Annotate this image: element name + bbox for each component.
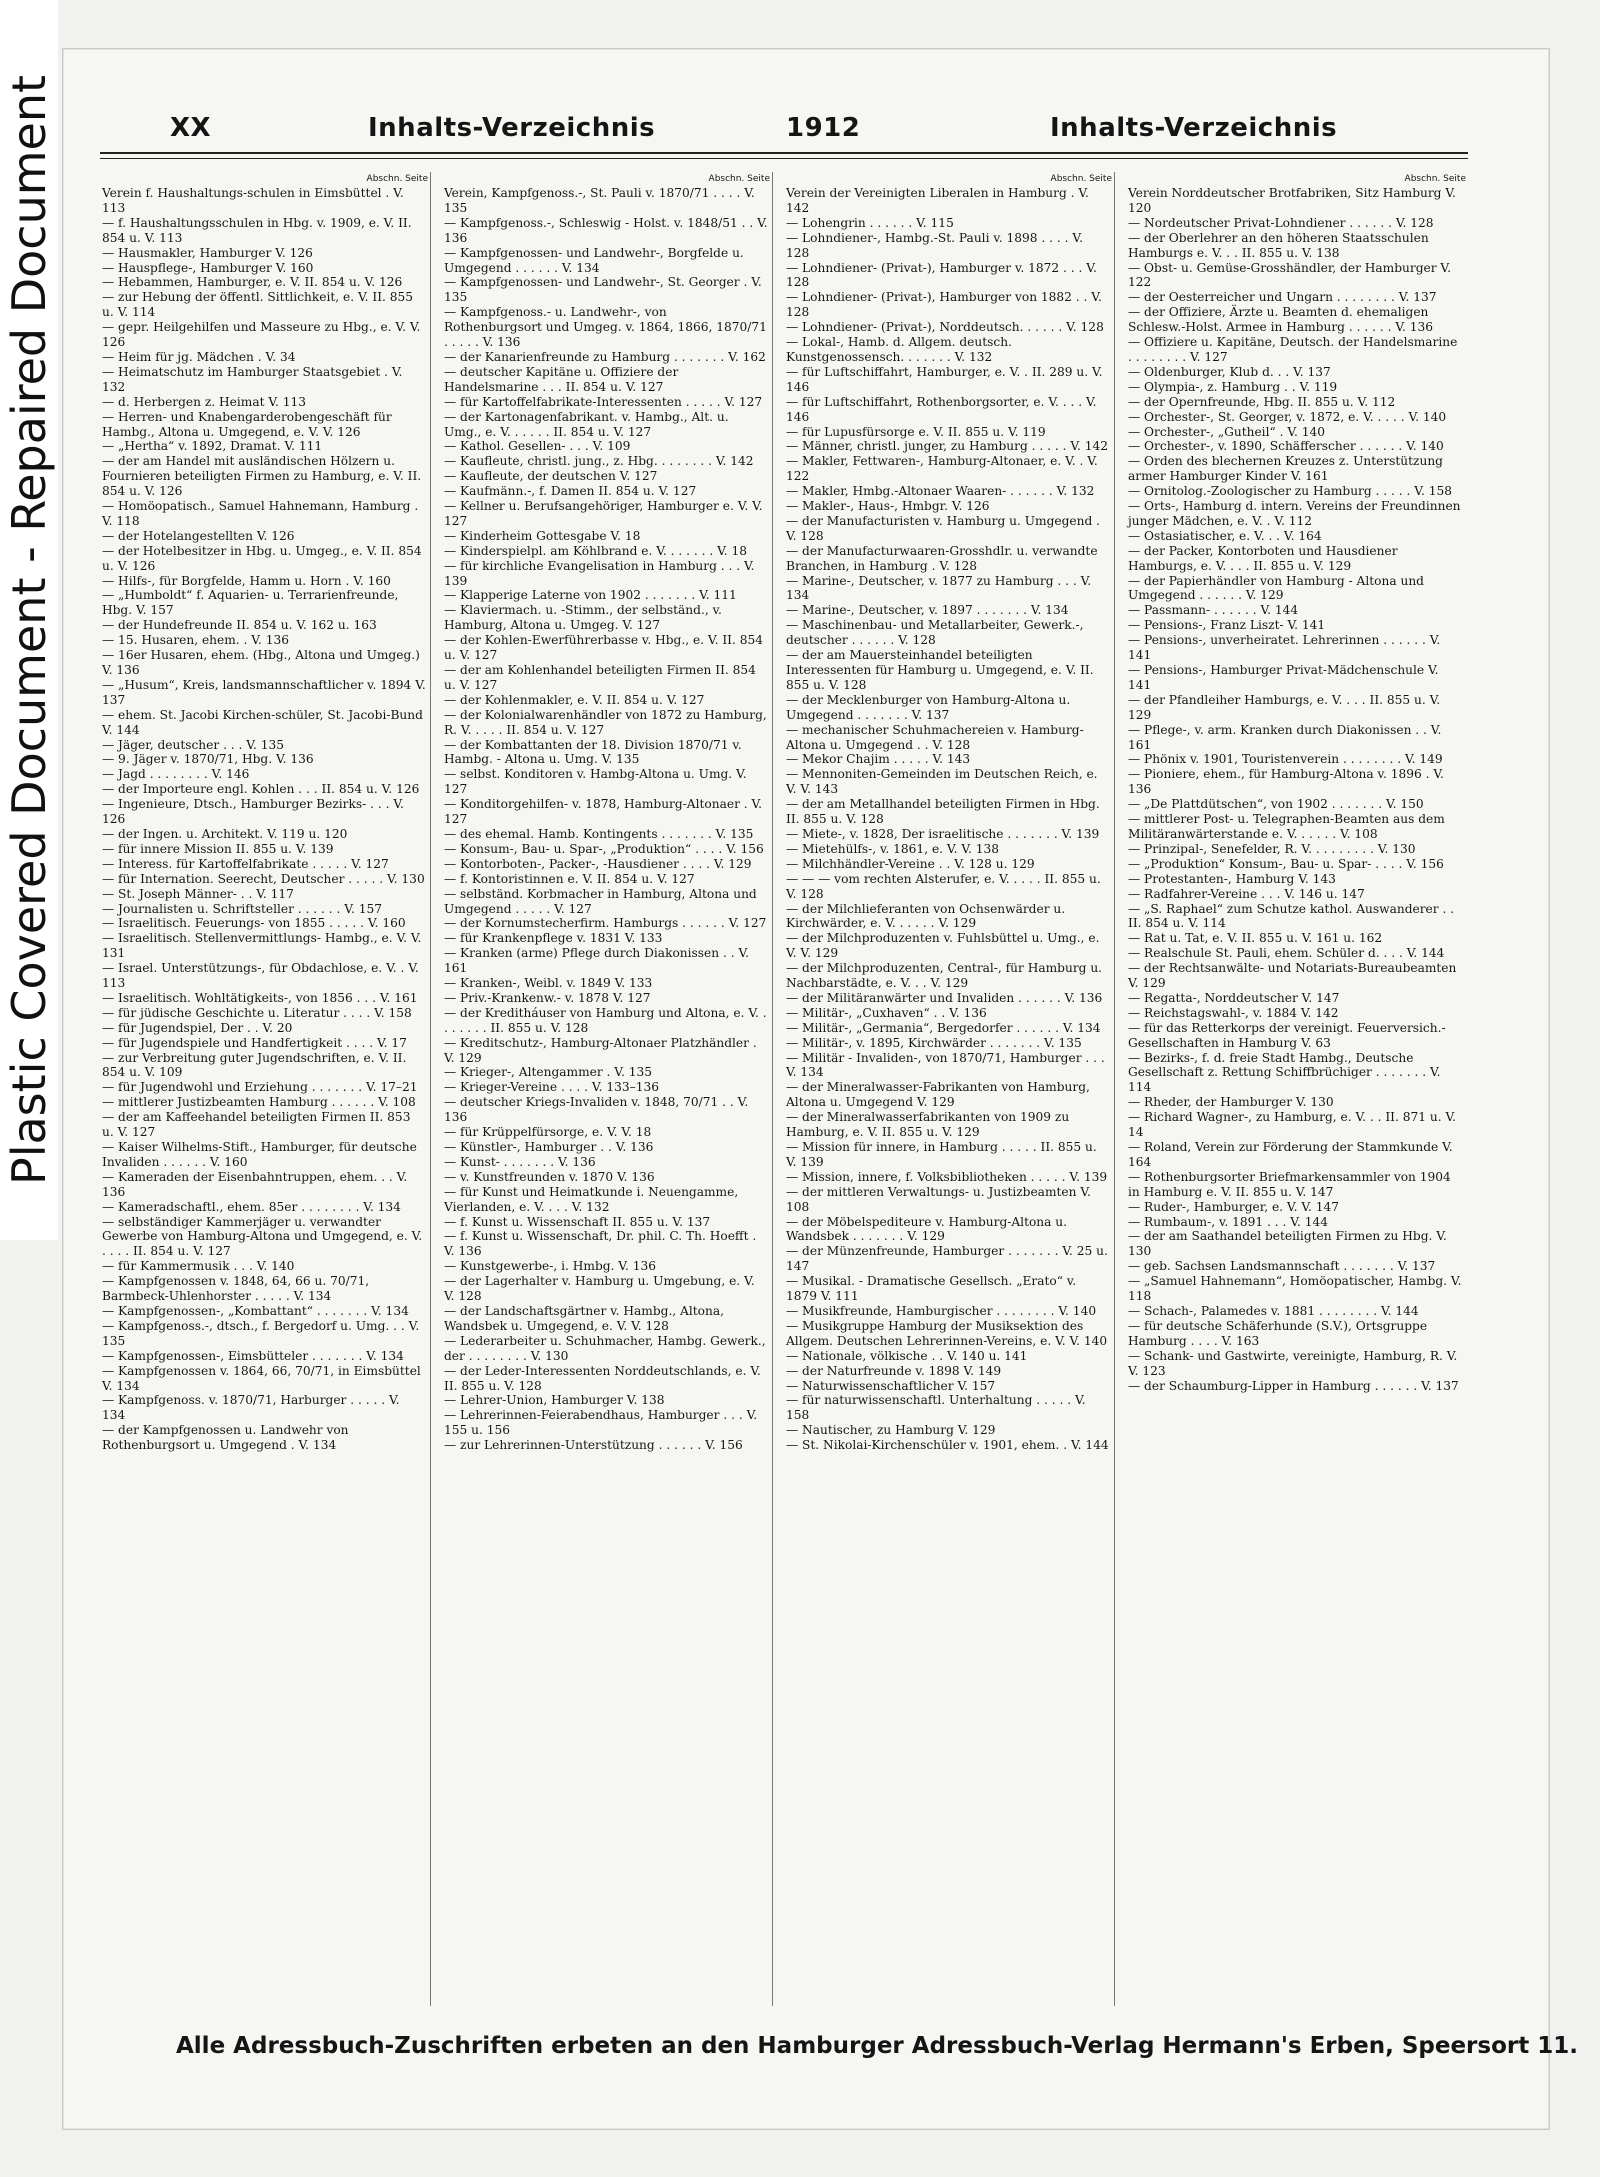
index-entry: — der Militäranwärter und Invaliden . . . . . . V. 136 <box>786 990 1103 1005</box>
index-entry: Verein, Kampfgenoss.-, St. Pauli v. 1870/71 . . . . V. 135 <box>444 186 755 215</box>
index-entry: — Kranken (arme) Pflege durch Diakonissen . . V. 161 <box>444 946 750 976</box>
index-entry: — Miete-, v. 1828, Der israelitische . . . . . . . V. 139 <box>786 826 1100 841</box>
index-entry: — der Kornumstecherfirm. Hamburgs . . . . . . V. 127 <box>444 916 767 931</box>
index-entry: — der Hundefreunde II. 854 u. V. 162 u. 163 <box>102 618 377 633</box>
index-entry: — für Luftschiffahrt, Hamburger, e. V. . II. 289 u. V. 146 <box>786 364 1103 394</box>
index-entry: — Rheder, der Hamburger V. 130 <box>1128 1095 1334 1110</box>
index-entry: — der am Kohlenhandel beteiligten Firmen II. 854 u. V. 127 <box>444 663 756 692</box>
index-entry: — Makler, Fettwaren-, Hamburg-Altonaer, e. V. . V. 122 <box>786 454 1098 484</box>
index-entry: — Kampfgenossen v. 1848, 64, 66 u. 70/71, Barmbeck-Uhlenhorster . . . . . V. 134 <box>102 1274 370 1304</box>
index-entry: — f. Kontoristinnen e. V. II. 854 u. V. 127 <box>444 871 695 886</box>
index-entry: — der Hotelangestellten V. 126 <box>102 528 295 543</box>
page-footer-notice: Alle Adressbuch-Zuschriften erbeten an den Hamburger Adressbuch-Verlag Hermann's Erben, Speersort 11. <box>176 2033 1578 2059</box>
index-entry: — Makler, Hmbg.-Altonaer Waaren- . . . . . . V. 132 <box>786 484 1095 499</box>
index-entry: — für Krüppelfürsorge, e. V. V. 18 <box>444 1125 652 1140</box>
index-entry: — der Pfandleiher Hamburgs, e. V. . . . II. 855 u. V. 129 <box>1128 692 1441 722</box>
index-entry: — Radfahrer-Vereine . . . V. 146 u. 147 <box>1128 886 1365 901</box>
index-entry: — der Ingen. u. Architekt. V. 119 u. 120 <box>102 826 348 841</box>
index-entry: — der Kohlenmakler, e. V. II. 854 u. V. 127 <box>444 692 705 707</box>
index-entry: — Künstler-, Hamburger . . V. 136 <box>444 1140 654 1154</box>
index-entry: — Ingenieure, Dtsch., Hamburger Bezirks- . . . V. 126 <box>102 797 404 827</box>
index-entry: — der Oberlehrer an den höheren Staatsschulen Hamburgs e. V. . . II. 855 u. V. 138 <box>1128 230 1429 260</box>
index-entry: — Kampfgenossen-, Eimsbütteler . . . . . . . V. 134 <box>102 1348 404 1363</box>
index-entry: — der am Metallhandel beteiligten Firmen in Hbg. II. 855 u. V. 128 <box>786 797 1100 827</box>
index-entry: — der Leder-Interessenten Norddeutschlands, e. V. II. 855 u. V. 128 <box>444 1363 761 1393</box>
index-entry: — deutscher Kriegs-Invaliden v. 1848, 70/71 . . V. 136 <box>444 1095 749 1125</box>
index-entry: — Pensions-, Franz Liszt- V. 141 <box>1128 618 1326 633</box>
index-entry: — der Manufacturisten v. Hamburg u. Umgegend . V. 128 <box>786 513 1101 543</box>
index-entry: Verein der Vereinigten Liberalen in Hamburg . V. 142 <box>786 186 1089 215</box>
index-entry: — Lohndiener- (Privat-), Norddeutsch. . . . . . V. 128 <box>786 320 1104 335</box>
left-running-title: Inhalts-Verzeichnis <box>368 113 656 143</box>
index-column-2 <box>442 172 773 2006</box>
index-entry: — gepr. Heilgehilfen und Masseure zu Hbg., e. V. V. 126 <box>102 320 421 350</box>
year-heading: 1912 <box>786 113 861 143</box>
index-entry: — f. Kunst u. Wissenschaft, Dr. phil. C. Th. Hoefft . V. 136 <box>444 1229 757 1259</box>
index-entry: — für Internation. Seerecht, Deutscher . . . . . V. 130 <box>102 871 425 886</box>
index-entry: — der Manufacturwaaren-Grosshdlr. u. verwandte Branchen, in Hamburg . V. 128 <box>786 543 1098 573</box>
index-entry: — für Kunst und Heimatkunde i. Neuengamme, Vierlanden, e. V. . . . V. 132 <box>444 1184 739 1214</box>
index-entry: — Mission, innere, f. Volksbibliotheken . . . . . V. 139 <box>786 1169 1108 1184</box>
index-entry: — Lehrerinnen-Feierabendhaus, Hamburger . . . V. 155 u. 156 <box>444 1408 758 1438</box>
index-entry: — geb. Sachsen Landsmannschaft . . . . . . . V. 137 <box>1128 1259 1436 1274</box>
index-entry: — Rat u. Tat, e. V. II. 855 u. V. 161 u. 162 <box>1128 931 1383 946</box>
index-entry: — Krieger-, Altengammer . V. 135 <box>444 1065 652 1080</box>
index-entry: — der Kampfgenossen u. Landwehr von Rothenburgsort u. Umgegend . V. 134 <box>102 1423 349 1453</box>
index-entry: — der Kombattanten der 18. Division 1870/71 v. Hambg. - Altona u. Umg. V. 135 <box>444 737 742 767</box>
archive-stamp-strip <box>0 0 58 1240</box>
index-entry: — Rothenburgsorter Briefmarkensammler von 1904 in Hamburg e. V. II. 855 u. V. 147 <box>1128 1169 1451 1199</box>
index-entry: — Kathol. Gesellen- . . . V. 109 <box>444 439 631 454</box>
index-entry: — Ostasiatischer, e. V. . . V. 164 <box>1128 528 1322 543</box>
page-number: XX <box>170 113 212 143</box>
index-entry: — Kreditschutz-, Hamburg-Altonaer Platzhändler . V. 129 <box>444 1035 757 1065</box>
index-entry: — Hebammen, Hamburger, e. V. II. 854 u. V. 126 <box>102 275 403 290</box>
index-entry: — Pflege-, v. arm. Kranken durch Diakonissen . . V. 161 <box>1128 722 1442 752</box>
index-entry: — der Offiziere, Ärzte u. Beamten d. ehemaligen Schlesw.-Holst. Armee in Hamburg . . . . . . V. 136 <box>1128 305 1434 335</box>
index-entry: — der Kartonagenfabrikant. v. Hambg., Alt. u. Umg., e. V. . . . . . II. 854 u. V. 127 <box>444 409 729 439</box>
index-entry: — Lohengrin . . . . . . V. 115 <box>786 215 954 230</box>
index-entry: — Jäger, deutscher . . . V. 135 <box>102 737 284 752</box>
index-entry: — Kaiser Wilhelms-Stift., Hamburger, für deutsche Invaliden . . . . . . V. 160 <box>102 1140 417 1169</box>
index-entry: — der Kolonialwarenhändler von 1872 zu Hamburg, R. V. . . . . II. 854 u. V. 127 <box>444 707 767 737</box>
index-entry: — der Milchproduzenten v. Fuhlsbüttel u. Umg., e. V. V. 129 <box>786 931 1100 961</box>
index-entry: — für deutsche Schäferhunde (S.V.), Ortsgruppe Hamburg . . . . V. 163 <box>1128 1318 1428 1348</box>
index-entry: — Obst- u. Gemüse-Grosshändler, der Hamburger V. 122 <box>1128 260 1451 290</box>
index-entry: — Kunstgewerbe-, i. Hmbg. V. 136 <box>444 1259 656 1274</box>
index-entry: — Journalisten u. Schriftsteller . . . . . . V. 157 <box>102 901 382 916</box>
index-entry: — f. Haushaltungsschulen in Hbg. v. 1909, e. V. II. 854 u. V. 113 <box>102 215 412 245</box>
index-entry: — zur Hebung der öffentl. Sittlichkeit, e. V. II. 855 u. V. 114 <box>102 290 414 320</box>
index-entry: — Nautischer, zu Hamburg V. 129 <box>786 1423 996 1438</box>
index-entry: — der Möbelspediteure v. Hamburg-Altona u. Wandsbek . . . . . . . V. 129 <box>786 1214 1068 1244</box>
index-entry: — für Lupusfürsorge e. V. II. 855 u. V. 119 <box>786 424 1046 439</box>
index-entry: — selbst. Konditoren v. Hambg-Altona u. Umg. V. 127 <box>444 767 747 797</box>
index-entry: — Heimatschutz im Hamburger Staatsgebiet . V. 132 <box>102 364 403 394</box>
index-entry: — Pensions-, Hamburger Privat-Mädchenschule V. 141 <box>1128 663 1439 692</box>
index-entry: — „Samuel Hahnemann“, Homöopatischer, Hambg. V. 118 <box>1128 1274 1462 1304</box>
index-entry: — der Milchlieferanten von Ochsenwärder u. Kirchwärder, e. V. . . . . . V. 129 <box>786 901 1066 931</box>
index-entry: — Mekor Chajim . . . . . V. 143 <box>786 752 971 767</box>
index-entry: — Israelitisch. Stellenvermittlungs- Hambg., e. V. V. 131 <box>102 931 422 961</box>
page-header <box>100 108 1468 148</box>
index-entry: — „Humboldt“ f. Aquarien- u. Terrarienfreunde, Hbg. V. 157 <box>102 588 399 618</box>
index-entry: — für jüdische Geschichte u. Literatur . . . . V. 158 <box>102 1005 412 1020</box>
index-entry: — selbständ. Korbmacher in Hamburg, Altona und Umgegend . . . . . V. 127 <box>444 886 757 916</box>
column-head: Abschn. Seite <box>1050 174 1112 184</box>
index-entry: — Naturwissenschaftlicher V. 157 <box>786 1378 996 1393</box>
index-entry: — Konsum-, Bau- u. Spar-, „Produktion“ . . . . V. 156 <box>444 841 764 856</box>
index-entry: — für Jugendspiel, Der . . V. 20 <box>102 1020 293 1035</box>
index-entry: — der Milchproduzenten, Central-, für Hamburg u. Nachbarstädte, e. V. . . V. 129 <box>786 961 1103 991</box>
index-entry: — Kampfgenossen- und Landwehr-, St. Georger . V. 135 <box>444 275 762 305</box>
index-entry: — — — vom rechten Alsterufer, e. V. . . . . II. 855 u. V. 128 <box>786 871 1101 901</box>
index-entry: — mittlerer Post- u. Telegraphen-Beamten aus dem Militäranwärterstande e. V. . . . . . V. 108 <box>1128 812 1445 841</box>
index-entry: — d. Herbergen z. Heimat V. 113 <box>102 394 307 409</box>
index-entry: — „S. Raphael“ zum Schutze kathol. Auswanderer . . II. 854 u. V. 114 <box>1128 901 1455 931</box>
index-entry: — Israelitisch. Wohltätigkeits-, von 1856 . . . V. 161 <box>102 990 418 1005</box>
index-entry: — Hauspflege-, Hamburger V. 160 <box>102 260 314 275</box>
index-entry: — Passmann- . . . . . . V. 144 <box>1128 603 1299 618</box>
index-entry: — mittlerer Justizbeamten Hamburg . . . . . . V. 108 <box>102 1095 416 1110</box>
index-entry: Verein Norddeutscher Brotfabriken, Sitz Hamburg V. 120 <box>1128 186 1456 215</box>
index-entry: — Kaufmänn.-, f. Damen II. 854 u. V. 127 <box>444 484 697 499</box>
index-entry: — für das Retterkorps der vereinigt. Feuerversich.-Gesellschaften in Hamburg V. 63 <box>1128 1020 1446 1050</box>
index-entry: — St. Nikolai-Kirchenschüler v. 1901, ehem. . V. 144 <box>786 1438 1109 1453</box>
index-entry: — Hausmakler, Hamburger V. 126 <box>102 245 313 260</box>
index-entry: — für Kartoffelfabrikate-Interessenten . . . . . V. 127 <box>444 394 763 409</box>
index-entry: — Lohndiener-, Hambg.-St. Pauli v. 1898 . . . . V. 128 <box>786 230 1083 260</box>
index-column-1 <box>100 172 431 2006</box>
index-entry: — Nationale, völkische . . V. 140 u. 141 <box>786 1348 1028 1363</box>
index-entry: — für Jugendspiele und Handfertigkeit . . . . V. 17 <box>102 1035 407 1050</box>
column-head: Abschn. Seite <box>366 174 428 184</box>
index-entry: — Schank- und Gastwirte, vereinigte, Hamburg, R. V. V. 123 <box>1128 1348 1458 1378</box>
index-entry: — der Münzenfreunde, Hamburger . . . . . . . V. 25 u. 147 <box>786 1244 1108 1274</box>
index-entry: — Mission für innere, in Hamburg . . . . . II. 855 u. V. 139 <box>786 1140 1097 1169</box>
index-entry: — für Luftschiffahrt, Rothenborgsorter, e. V. . . . V. 146 <box>786 394 1097 424</box>
index-entry: — Orden des blechernen Kreuzes z. Unterstützung armer Hamburger Kinder V. 161 <box>1128 454 1443 484</box>
index-entry: — Kinderheim Gottesgabe V. 18 <box>444 528 641 543</box>
index-entry: — der Lagerhalter v. Hamburg u. Umgebung, e. V. V. 128 <box>444 1274 755 1304</box>
index-column-3 <box>784 172 1115 2006</box>
index-entry: — Kunst- . . . . . . . V. 136 <box>444 1154 596 1169</box>
index-entry: — Offiziere u. Kapitäne, Deutsch. der Handelsmarine . . . . . . . . V. 127 <box>1128 335 1458 364</box>
index-entry: — ehem. St. Jacobi Kirchen-schüler, St. Jacobi-Bund V. 144 <box>102 707 423 737</box>
index-entry: — der Papierhändler von Hamburg - Altona und Umgegend . . . . . . V. 129 <box>1128 573 1424 603</box>
index-entry: — Orchester-, St. Georger, v. 1872, e. V. . . . . V. 140 <box>1128 409 1447 424</box>
index-entry: — Israel. Unterstützungs-, für Obdachlose, e. V. . V. 113 <box>102 961 419 991</box>
index-entry: — der Kreditháuser von Hamburg und Altona, e. V. . . . . . . . II. 855 u. V. 128 <box>444 1005 767 1035</box>
index-entry: — f. Kunst u. Wissenschaft II. 855 u. V. 137 <box>444 1214 711 1229</box>
index-entry: — Ornitolog.-Zoologischer zu Hamburg . . . . . V. 158 <box>1128 484 1452 499</box>
index-entry: — der Landschaftsgärtner v. Hambg., Altona, Wandsbek u. Umgegend, e. V. V. 128 <box>444 1303 724 1333</box>
index-entry: — Mennoniten-Gemeinden im Deutschen Reich, e. V. V. 143 <box>786 767 1098 797</box>
column-head: Abschn. Seite <box>1404 174 1466 184</box>
index-entry: — „Hertha“ v. 1892, Dramat. V. 111 <box>102 439 323 454</box>
index-entry: — für Krankenpflege v. 1831 V. 133 <box>444 931 663 946</box>
index-entry: — der am Handel mit ausländischen Hölzern u. Fournieren beteiligten Firmen zu Hamburg, e. V. II. 854 u. V. 126 <box>102 454 422 499</box>
index-entry: — 16er Husaren, ehem. (Hbg., Altona und Umgeg.) V. 136 <box>102 648 420 677</box>
index-entry: — Milchhändler-Vereine . . V. 128 u. 129 <box>786 856 1035 871</box>
index-entry: — Nordeutscher Privat-Lohndiener . . . . . . V. 128 <box>1128 215 1434 230</box>
index-entry: — Regatta-, Norddeutscher V. 147 <box>1128 990 1340 1005</box>
index-entry: — Lehrer-Union, Hamburger V. 138 <box>444 1393 665 1408</box>
index-entry: — Oldenburger, Klub d. . . V. 137 <box>1128 364 1331 379</box>
index-columns <box>100 172 1468 2006</box>
header-rule-top <box>100 152 1468 154</box>
index-entry: — der am Mauersteinhandel beteiligten Interessenten für Hamburg u. Umgegend, e. V. II. 855 u. V. 128 <box>786 648 1094 692</box>
index-entry: — der Opernfreunde, Hbg. II. 855 u. V. 112 <box>1128 394 1396 409</box>
index-entry: — Militär-, v. 1895, Kirchwärder . . . . . . . V. 135 <box>786 1035 1082 1050</box>
index-entry: — Interess. für Kartoffelfabrikate . . . . . V. 127 <box>102 856 389 871</box>
index-entry: — Kampfgenoss.- u. Landwehr-, von Rothenburgsort und Umgeg. v. 1864, 1866, 1870/71 . . . . . V. 136 <box>444 305 767 350</box>
index-entry: — Klaviermach. u. -Stimm., der selbständ., v. Hamburg, Altona u. Umgeg. V. 127 <box>444 603 722 633</box>
index-entry: — Heim für jg. Mädchen . V. 34 <box>102 349 296 364</box>
index-entry: — für Jugendwohl und Erziehung . . . . . . . V. 17–21 <box>102 1080 418 1095</box>
index-column-4 <box>1126 172 1468 2006</box>
index-entry: — Lederarbeiter u. Schuhmacher, Hambg. Gewerk., der . . . . . . . . V. 130 <box>444 1333 766 1363</box>
index-entry: — Maschinenbau- und Metallarbeiter, Gewerk.-, deutscher . . . . . . V. 128 <box>786 618 1084 648</box>
index-entry: — Kampfgenoss.-, Schleswig - Holst. v. 1848/51 . . V. 136 <box>444 215 768 245</box>
index-entry: — Kampfgenossen- und Landwehr-, Borgfelde u. Umgegend . . . . . . V. 134 <box>444 245 744 275</box>
index-entry: — Orts-, Hamburg d. intern. Vereins der Freundinnen junger Mädchen, e. V. . V. 112 <box>1128 499 1461 528</box>
index-entry: — Priv.-Krankenw.- v. 1878 V. 127 <box>444 990 651 1005</box>
index-entry: — Protestanten-, Hamburg V. 143 <box>1128 871 1336 886</box>
index-entry: — des ehemal. Hamb. Kontingents . . . . . . . V. 135 <box>444 826 754 841</box>
column-head: Abschn. Seite <box>708 174 770 184</box>
index-entry: — Olympia-, z. Hamburg . . V. 119 <box>1128 379 1338 394</box>
index-entry: — der Naturfreunde v. 1898 V. 149 <box>786 1363 1002 1378</box>
index-entry: — zur Verbreitung guter Jugendschriften, e. V. II. 854 u. V. 109 <box>102 1050 407 1080</box>
index-entry: — deutscher Kapitäne u. Offiziere der Handelsmarine . . . II. 854 u. V. 127 <box>444 364 679 394</box>
index-entry: — Kranken-, Weibl. v. 1849 V. 133 <box>444 976 653 991</box>
index-entry: — selbständiger Kammerjäger u. verwandter Gewerbe von Hamburg-Altona und Umgegend, e. V. . . . . II. 854 u. V. 127 <box>102 1214 423 1259</box>
index-entry: — „Husum“, Kreis, landsmannschaftlicher v. 1894 V. 137 <box>102 677 426 707</box>
index-entry: — Kaufleute, der deutschen V. 127 <box>444 469 658 484</box>
index-entry: — Makler-, Haus-, Hmbgr. V. 126 <box>786 499 990 514</box>
index-entry: — Homöopatisch., Samuel Hahnemann, Hamburg . V. 118 <box>102 499 419 528</box>
index-entry: — Orchester-, v. 1890, Schäfferscher . . . . . . V. 140 <box>1128 439 1444 454</box>
archive-stamp-text: Plastic Covered Document - Repaired Document <box>2 74 56 1186</box>
index-entry: — für Kammermusik . . . V. 140 <box>102 1259 295 1274</box>
index-entry: — der Mineralwasserfabrikanten von 1909 zu Hamburg, e. V. II. 855 u. V. 129 <box>786 1110 1070 1140</box>
index-entry: — Kampfgenoss.-, dtsch., f. Bergedorf u. Umg. . . V. 135 <box>102 1318 420 1348</box>
index-entry: — Militär - Invaliden-, von 1870/71, Hamburger . . . V. 134 <box>786 1050 1105 1080</box>
index-entry: — „Produktion“ Konsum-, Bau- u. Spar- . . . . V. 156 <box>1128 856 1444 871</box>
header-rule-bottom <box>100 158 1468 159</box>
index-entry: — Kameraden der Eisenbahntruppen, ehem. . . V. 136 <box>102 1169 408 1199</box>
index-entry: — der am Saathandel beteiligten Firmen zu Hbg. V. 130 <box>1128 1229 1447 1259</box>
index-entry: — Klapperige Laterne von 1902 . . . . . . . V. 111 <box>444 588 737 603</box>
index-entry: — Prinzipal-, Senefelder, R. V. . . . . . . . . V. 130 <box>1128 841 1416 856</box>
index-entry: — Realschule St. Pauli, ehem. Schüler d. . . . V. 144 <box>1128 946 1445 961</box>
index-entry: — Lokal-, Hamb. d. Allgem. deutsch. Kunstgenossensch. . . . . . . V. 132 <box>786 335 1012 364</box>
index-entry: — Kaufleute, christl. jung., z. Hbg. . . . . . . . V. 142 <box>444 454 754 469</box>
index-entry: — Kellner u. Berufsangehöriger, Hamburger e. V. V. 127 <box>444 499 763 528</box>
index-entry: — der Packer, Kontorboten und Hausdiener Hamburgs, e. V. . . . II. 855 u. V. 129 <box>1128 543 1398 573</box>
index-entry: — der am Kaffeehandel beteiligten Firmen II. 853 u. V. 127 <box>102 1110 411 1140</box>
index-entry: — „De Plattdütschen“, von 1902 . . . . . . . V. 150 <box>1128 797 1424 812</box>
index-entry: — Kampfgenoss. v. 1870/71, Harburger . . . . . V. 134 <box>102 1393 400 1423</box>
index-entry: — der Mecklenburger von Hamburg-Altona u. Umgegend . . . . . . . V. 137 <box>786 692 1071 722</box>
right-running-title: Inhalts-Verzeichnis <box>1050 113 1338 143</box>
index-entry: — Militär-, „Cuxhaven“ . . V. 136 <box>786 1005 987 1020</box>
index-entry: — Militär-, „Germania“, Bergedorfer . . . . . . V. 134 <box>786 1020 1101 1035</box>
index-entry: — Richard Wagner-, zu Hamburg, e. V. . . II. 871 u. V. 14 <box>1128 1110 1457 1140</box>
index-entry: — 9. Jäger v. 1870/71, Hbg. V. 136 <box>102 752 314 767</box>
index-entry: — Roland, Verein zur Förderung der Stammkunde V. 164 <box>1128 1140 1453 1169</box>
index-entry: — der Oesterreicher und Ungarn . . . . . . . . V. 137 <box>1128 290 1437 305</box>
index-entry: — Musikfreunde, Hamburgischer . . . . . . . . V. 140 <box>786 1303 1097 1318</box>
index-entry: — Lohndiener- (Privat-), Hamburger von 1882 . . V. 128 <box>786 290 1102 320</box>
index-entry: — Schach-, Palamedes v. 1881 . . . . . . . . V. 144 <box>1128 1303 1419 1318</box>
index-entry: — Rumbaum-, v. 1891 . . . V. 144 <box>1128 1214 1328 1229</box>
index-entry: — Konditorgehilfen- v. 1878, Hamburg-Altonaer . V. 127 <box>444 797 763 827</box>
index-entry: — der Importeure engl. Kohlen . . . II. 854 u. V. 126 <box>102 782 420 797</box>
index-entry: Verein f. Haushaltungs-schulen in Eimsbüttel . V. 113 <box>102 186 404 215</box>
index-entry: — Kameradschaftl., ehem. 85er . . . . . . . . V. 134 <box>102 1199 401 1214</box>
index-entry: — Bezirks-, f. d. freie Stadt Hambg., Deutsche Gesellschaft z. Rettung Schiffbrüchiger . . . . . . . V. 114 <box>1128 1050 1441 1095</box>
index-entry: — Musikal. - Dramatische Gesellsch. „Erato“ v. 1879 V. 111 <box>786 1274 1077 1304</box>
index-entry: — Reichstagswahl-, v. 1884 V. 142 <box>1128 1005 1339 1020</box>
index-entry: — 15. Husaren, ehem. . V. 136 <box>102 633 289 648</box>
index-entry: — Pensions-, unverheiratet. Lehrerinnen . . . . . . V. 141 <box>1128 633 1441 663</box>
index-entry: — Lohndiener- (Privat-), Hamburger v. 1872 . . . V. 128 <box>786 260 1097 290</box>
index-entry: — Kinderspielpl. am Köhlbrand e. V. . . . . . . V. 18 <box>444 543 748 558</box>
index-entry: — Ruder-, Hamburger, e. V. V. 147 <box>1128 1199 1340 1214</box>
index-entry: — Jagd . . . . . . . . V. 146 <box>102 767 250 782</box>
index-entry: — Musikgruppe Hamburg der Musiksektion des Allgem. Deutschen Lehrerinnen-Vereins, e. V. V. 140 <box>786 1318 1108 1348</box>
index-entry: — der Schaumburg-Lipper in Hamburg . . . . . . V. 137 <box>1128 1378 1459 1393</box>
index-entry: — zur Lehrerinnen-Unterstützung . . . . . . V. 156 <box>444 1438 743 1453</box>
index-entry: — Israelitisch. Feuerungs- von 1855 . . . . . V. 160 <box>102 916 406 931</box>
index-entry: — Männer, christl. junger, zu Hamburg . . . . . V. 142 <box>786 439 1109 454</box>
index-entry: — Kontorboten-, Packer-, -Hausdiener . . . . V. 129 <box>444 856 752 871</box>
index-entry: — v. Kunstfreunden v. 1870 V. 136 <box>444 1169 655 1184</box>
index-entry: — der Mineralwasser-Fabrikanten von Hamburg, Altona u. Umgegend V. 129 <box>786 1080 1090 1110</box>
index-entry: — Herren- und Knabengarderobengeschäft für Hambg., Altona u. Umgegend, e. V. V. 126 <box>102 409 392 439</box>
index-entry: — der Kohlen-Ewerführerbasse v. Hbg., e. V. II. 854 u. V. 127 <box>444 633 763 663</box>
index-entry: — St. Joseph Männer- . . V. 117 <box>102 886 294 901</box>
index-entry: — für naturwissenschaftl. Unterhaltung . . . . . V. 158 <box>786 1393 1086 1423</box>
index-entry: — der mittleren Verwaltungs- u. Justizbeamten V. 108 <box>786 1184 1091 1214</box>
index-entry: — Krieger-Vereine . . . . V. 133–136 <box>444 1080 659 1095</box>
index-entry: — Orchester-, „Gutheil“ . V. 140 <box>1128 424 1326 439</box>
index-entry: — der Hotelbesitzer in Hbg. u. Umgeg., e. V. II. 854 u. V. 126 <box>102 543 422 573</box>
index-entry: — der Kanarienfreunde zu Hamburg . . . . . . . V. 162 <box>444 349 766 364</box>
index-entry: — Phönix v. 1901, Touristenverein . . . . . . . . V. 149 <box>1128 752 1443 767</box>
index-entry: — mechanischer Schuhmachereien v. Hamburg-Altona u. Umgegend . . V. 128 <box>786 722 1084 752</box>
index-entry: — Pioniere, ehem., für Hamburg-Altona v. 1896 . V. 136 <box>1128 767 1444 797</box>
index-entry: — der Rechtsanwälte- und Notariats-Bureaubeamten V. 129 <box>1128 961 1457 991</box>
index-entry: — Kampfgenossen v. 1864, 66, 70/71, in Eimsbüttel V. 134 <box>102 1363 421 1393</box>
index-entry: — für innere Mission II. 855 u. V. 139 <box>102 841 334 856</box>
index-entry: — Marine-, Deutscher, v. 1897 . . . . . . . V. 134 <box>786 603 1069 618</box>
index-entry: — Kampfgenossen-, „Kombattant“ . . . . . . . V. 134 <box>102 1303 409 1318</box>
index-entry: — Marine-, Deutscher, v. 1877 zu Hamburg . . . V. 134 <box>786 573 1092 603</box>
index-entry: — Mietehülfs-, v. 1861, e. V. V. 138 <box>786 841 999 856</box>
index-entry: — Hilfs-, für Borgfelde, Hamm u. Horn . V. 160 <box>102 573 391 588</box>
index-entry: — für kirchliche Evangelisation in Hamburg . . . V. 139 <box>444 558 755 588</box>
